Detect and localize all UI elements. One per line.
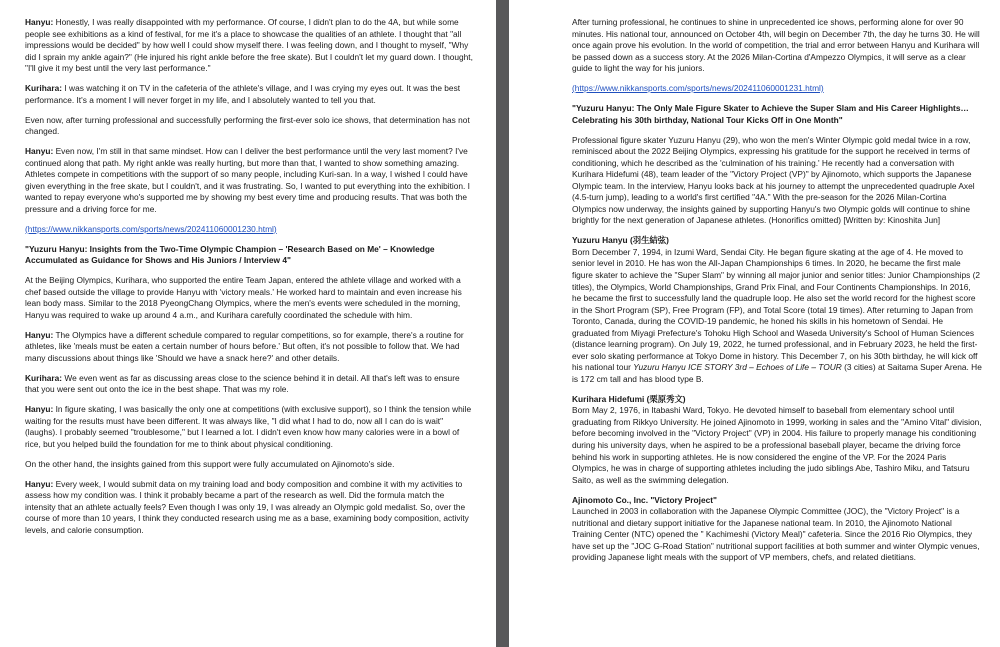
paragraph	[25, 115, 475, 138]
bio-text: Born May 2, 1976, in Itabashi Ward, Tokyo. He devoted himself to baseball from elementary school until graduating from Rikkyo University. He joined Ajinomoto in 1999, working in sales and the "Amino Vital" division, before becoming involved in the "Victory Project" (VP) in 2004. His failure to properly manage his conditioning during his university days, when he aspired to be a professional baseball player, became the driving force behind his work in supporting athletes. He is now considered the engine of the VP. For the 2024 Paris Olympics, he was in charge of supporting athletes including the judo siblings Abe, Tashiro Miku, and Tatsuru Saito, as well as the swimming delegation.	[572, 405, 982, 485]
paragraph-text: On the other hand, the insights gained from this support were fully accumulated on Ajinomoto's side.	[25, 458, 395, 469]
bio-text	[572, 247, 982, 386]
paragraph: Professional figure skater Yuzuru Hanyu (29), who won the men's Winter Olympic gold medal twice in a row, reminisced about the 2022 Beijing Olympics, expressing his gratitude for the support he received in terms of conditioning, which he described as the 'culmination of his training.' He recently had a conversation with Kurihara Hidefumi (48), team leader of the "Victory Project (VP)" by Ajinomoto, which supports the Japanese Olympic team. In the interview, Hanyu looks back at his journey to attempt the unprecedented quadruple Axel (4.5-turn jump), leading to a world's first certified "4A." With the pre-season for the 2026 Milan-Cortina Olympics now underway, the insights gained by supporting Hanyu's two Olympic golds will continue to shine brightly for the next generation of Japanese athletes. (Honorifics omitted) [Written by: Kinoshita Jun]	[572, 134, 975, 226]
paragraph-text: I was watching it on TV in the cafeteria of the athlete's village, and I was crying my eyes out. It was the best performance. It's a moment I will never forget in my life, and I absolutely wanted to tell you that.	[25, 83, 461, 105]
speaker-label: Kurihara:	[25, 372, 63, 383]
speaker-label: Hanyu:	[25, 329, 54, 340]
bio-kurihara	[572, 394, 982, 486]
bio-victory-project	[572, 495, 982, 564]
paragraph	[25, 373, 475, 396]
paragraph	[25, 404, 475, 450]
bio-text: Launched in 2003 in collaboration with the Japanese Olympic Committee (JOC), the "Victory Project" is a nutritional and dietary support initiative for the Japanese national team. In 2010, the Ajinomoto National Training Center (NTC) opened the " Kachimeshi (Victory Meal)" cafeteria. Since the 2016 Rio Olympics, they have set up the "JOC G-Road Station" nutritional support facilities at both summer and winter Olympic venues, providing Japanese light meals with the support of VP members, chefs, and related dietitians.	[572, 506, 980, 563]
paragraph	[25, 275, 475, 321]
paragraph	[25, 146, 475, 215]
paragraph	[25, 330, 475, 365]
paragraph	[25, 17, 475, 75]
speaker-label: Hanyu:	[25, 146, 54, 157]
source-link-paragraph	[572, 83, 982, 95]
bio-text-part: Born December 7, 1994, in Izumi Ward, Sendai City. He began figure skating at the age of 4. He moved to senior level in 2010. He has won the All-Japan Championships 6 times. In 2020, he became the first male figure skater to achieve the "Super Slam" by winning all major junior and senior titles: Junior Championships (2 titles), the Olympics, World Championships, Grand Prix Final, and Four Continents Championships. In 2016, he became the first to successfully land the quadruple loop. He also set the world record for the highest score in the Short Program (SP), Free Program (FP), and Total Score (total 19 times). After returning to Japan from Toronto, Canada, during the COVID-19 pandemic, he honed his skills in his hometown of Sendai. He graduated from Miyagi Prefecture's Tohoku High School and Waseda University's School of Human Sciences (distance learning program). On July 19, 2022, he turned professional, and in February 2023, he held the first-ever solo skating performance at Tokyo Dome in history. This December 7, on his 30th birthday, he will kick off his national tour	[572, 246, 981, 373]
paragraph-text: Honestly, I was really disappointed with my performance. Of course, I didn't plan to do the 4A, but while some people see exhibitions as a kind of festival, for me it's a place to showcase the qualities of an athlete. I thought that "all impressions would be decided" by how well I could show myself there. I was feeling down, and I thought to myself, "Why did I sprain my ankle again?" (He injured his right ankle before the free skate). But I couldn't let my guard down. I thought, "I'll give it my best until the very last performance."	[25, 17, 473, 74]
right-page	[509, 0, 1000, 647]
page-divider	[496, 0, 509, 647]
paragraph-text: Even now, after turning professional and successfully performing the first-ever solo ice shows, that determination has not changed.	[25, 114, 470, 137]
article-title: "Yuzuru Hanyu: Insights from the Two-Time Olympic Champion – 'Research Based on Me' – Knowledge Accumulated as Guidance for Shows and His Juniors / Interview 4"	[25, 243, 435, 266]
source-link-2[interactable]: (https://www.nikkansports.com/sports/news/202411060001231.html)	[572, 83, 824, 94]
paragraph	[25, 83, 475, 106]
paragraph-text: In figure skating, I was basically the only one at competitions (with exclusive support), so I think the tension while waiting for the results must have been different. It was always like, "I did what I had to do, now all I can do is wait" (laughs). I probably seemed "troublesome," but I learned a lot. I didn't even know how many calories were in a bowl of rice, but you helped build the foundation for me to think about physical conditioning.	[25, 404, 472, 449]
paragraph-text: Even now, I'm still in that same mindset. How can I deliver the best performance until the very last moment? I've continued along that path. My right ankle was really hurting, but more than that, I wanted to show something amazing. Athletes compete in competitions with the support of so many people, including Kuri-san. In a way, I wished I could have given everything in the free skate, but I couldn't, and it was frustrating. So, I wanted to put everything into the exhibition. I wanted to repay everyone who's supported me by showing my best every time and producing results. That was both the pressure and a driving force for me.	[25, 146, 470, 214]
bio-text-part: (3 cities) at Saitama Super Arena. He is 172 cm tall and has blood type B.	[572, 362, 982, 384]
bio-heading: Ajinomoto Co., Inc. "Victory Project"	[572, 494, 717, 505]
left-page	[0, 0, 496, 647]
speaker-label: Hanyu:	[25, 404, 54, 415]
article-title: "Yuzuru Hanyu: The Only Male Figure Skater to Achieve the Super Slam and His Career Highlights… Celebrating his 30th birthday, National Tour Kicks Off in One Month"	[572, 103, 969, 125]
source-link-1[interactable]: (https://www.nikkansports.com/sports/news/202411060001230.html)	[25, 223, 277, 234]
speaker-label: Hanyu:	[25, 17, 54, 27]
source-link-paragraph	[25, 224, 475, 236]
paragraph-text: Every week, I would submit data on my training load and body composition and combine it with my activities to assess how my condition was. I think it probably became a part of the research as well. Did the formula match the intensity that an athlete actually feels? Even though I was only 19, I was already an Olympic gold medalist. So, over the course of more than 10 years, I think they conducted research using me as a base, examining body composition, activity levels, and calorie consumption.	[25, 478, 469, 535]
bio-hanyu	[572, 235, 982, 385]
tour-name: Yuzuru Hanyu ICE STORY 3rd – Echoes of Life – TOUR	[633, 362, 842, 373]
bio-heading: Yuzuru Hanyu (羽生結弦)	[572, 235, 669, 246]
paragraph-text: We even went as far as discussing areas close to the science behind it in detail. All that's left was to ensure that you were sent out onto the ice in the best shape. That was my role.	[25, 372, 460, 395]
speaker-label: Hanyu:	[25, 478, 54, 489]
paragraph	[25, 479, 475, 537]
paragraph-text: At the Beijing Olympics, Kurihara, who supported the entire Team Japan, entered the athlete village and worked with a chef based outside the village to provide Hanyu with 'victory meals.' He worked hard to maintain and even increase his lean body mass. Similar to the 2018 PyeongChang Olympics, where the men's events were scheduled in the morning, Hanyu was required to wake up around 4 a.m., and Kurihara carefully coordinated the schedule with him.	[25, 275, 462, 320]
bio-heading: Kurihara Hidefumi (栗原秀文)	[572, 393, 686, 404]
paragraph	[25, 459, 475, 471]
paragraph-text: The Olympics have a different schedule compared to regular competitions, so for example, there's a routine for athletes, like 'meals must be eaten a certain number of hours before.' But often, it's not possible to follow that. We had many discussions about things like 'Should we have a snack here?' and other details.	[25, 329, 464, 363]
speaker-label: Kurihara:	[25, 83, 63, 94]
paragraph: After turning professional, he continues to shine in unprecedented ice shows, performing alone for over 90 minutes. His national tour, announced on October 4th, will begin on December 7th, the day he turns 30. He will once again prove his evolution. In the world of competition, the trial and error between Hanyu and Kurihara will be passed down as a success story. At the 2026 Milan-Cortina d'Ampezzo Olympics, it will serve as a clear guide to light the way for his juniors.	[572, 17, 980, 74]
